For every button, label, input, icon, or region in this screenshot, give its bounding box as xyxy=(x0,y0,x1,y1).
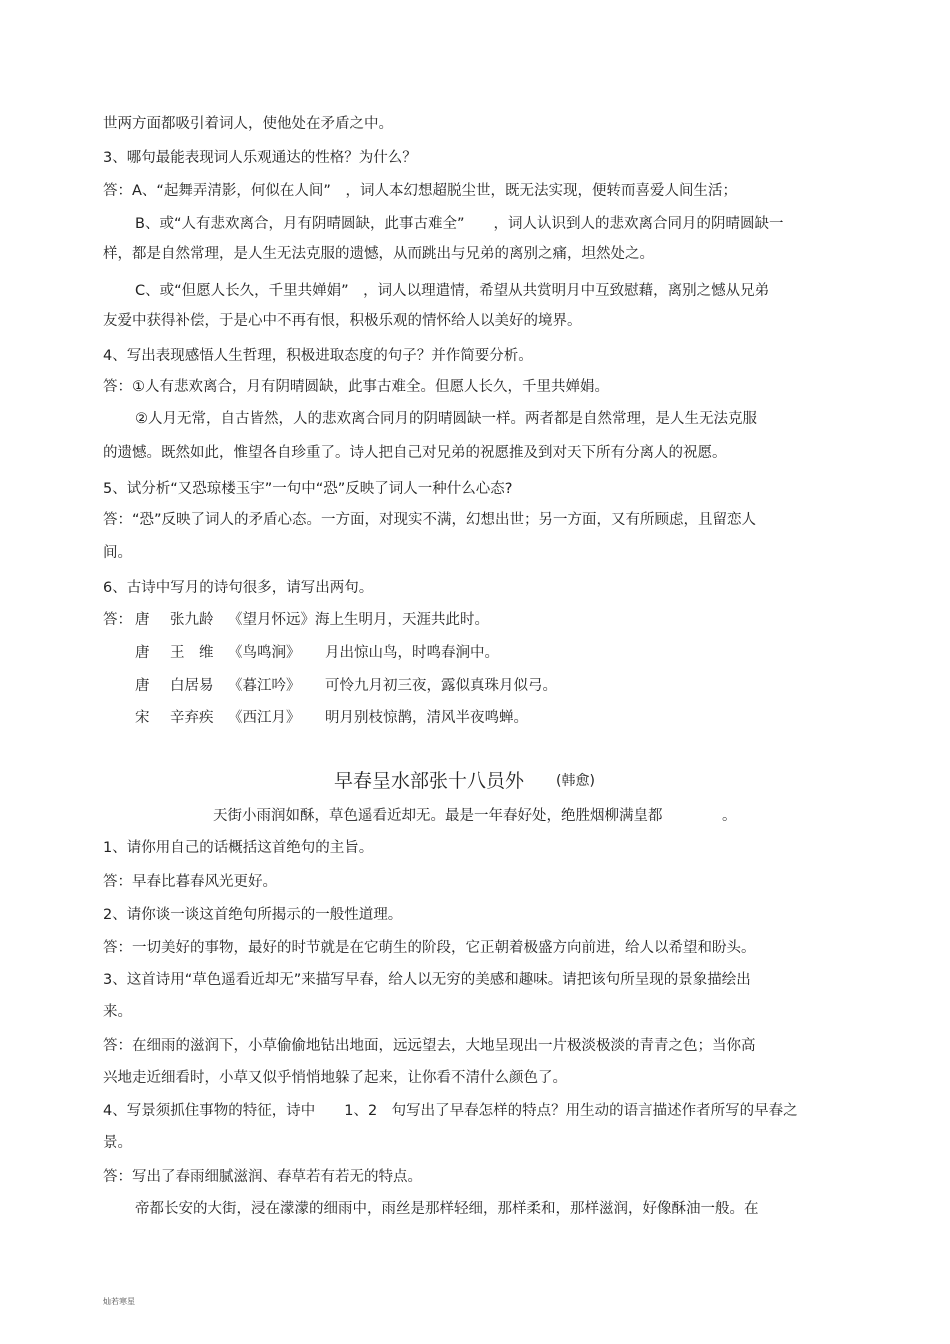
answer-line: 的遗憾。既然如此，惟望各自珍重了。诗人把自己对兄弟的祝愿推及到对天下所有分离人的祝愿。 xyxy=(103,445,727,461)
answer-line: C、或“但愿人长久，千里共婵娟” ，词人以理遣情，希望从共赏明月中互致慰藉，离别之憾从兄弟 xyxy=(135,283,770,299)
page-footer: 灿若寒星 xyxy=(103,1297,135,1306)
poem-work: 《西江月》 xyxy=(228,710,301,726)
poem-author: (韩愈) xyxy=(556,773,595,789)
question-3: 3、哪句最能表现词人乐观通达的性格？为什么？ xyxy=(103,150,417,166)
question-line: 景。 xyxy=(103,1135,132,1151)
answer-line: B、或“人有悲欢离合，月有阴晴圆缺，此事古难全” ，词人认识到人的悲欢离合同月的阴晴圆缺一 xyxy=(135,216,784,232)
text-line: 世两方面都吸引着词人，使他处在矛盾之中。 xyxy=(103,116,393,132)
question-4: 4、写出表现感悟人生哲理，积极进取态度的句子？并作简要分析。 xyxy=(103,348,533,364)
answer-line: 帝都长安的大街，浸在濛濛的细雨中，雨丝是那样轻细，那样柔和，那样滋润，好像酥油一般。在 xyxy=(135,1201,759,1217)
poem-dynasty: 唐 xyxy=(135,612,150,628)
answer-line: 答：A、“起舞弄清影，何似在人间” ，词人本幻想超脱尘世，既无法实现，便转而喜爱人间生活； xyxy=(103,183,737,199)
poem-answer-prefix: 答： xyxy=(103,612,132,628)
poem-text-end: 。 xyxy=(722,808,737,824)
poem-poet: 王 维 xyxy=(170,645,214,661)
poem-poet: 张九龄 xyxy=(170,612,214,628)
poem-verse: 海上生明月，天涯共此时。 xyxy=(315,612,489,628)
poem-verse: 可怜九月初三夜，露似真珠月似弓。 xyxy=(325,678,557,694)
answer-line: 友爱中获得补偿，于是心中不再有恨，积极乐观的情怀给人以美好的境界。 xyxy=(103,313,582,329)
section-heading xyxy=(0,768,950,796)
answer-line: 样，都是自然常理，是人生无法克服的遗憾，从而跳出与兄弟的离别之痛，坦然处之。 xyxy=(103,246,654,262)
question-3b: 3、这首诗用“草色遥看近却无”来描写早春，给人以无穷的美感和趣味。请把该句所呈现的景象描绘出 xyxy=(103,972,751,988)
poem-poet: 白居易 xyxy=(170,678,214,694)
poem-work: 《望月怀远》 xyxy=(228,612,315,628)
poem-poet: 辛弃疾 xyxy=(170,710,214,726)
answer-line: 答：写出了春雨细腻滋润、春草若有若无的特点。 xyxy=(103,1169,422,1185)
poem-verse: 明月别枝惊鹊，清风半夜鸣蝉。 xyxy=(325,710,528,726)
question-1: 1、请你用自己的话概括这首绝句的主旨。 xyxy=(103,840,374,856)
answer-line: 间。 xyxy=(103,545,132,561)
answer-line: 答：早春比暮春风光更好。 xyxy=(103,874,277,890)
poem-verse: 月出惊山鸟，时鸣春涧中。 xyxy=(325,645,499,661)
poem-title: 早春呈水部张十八员外 xyxy=(334,770,525,792)
answer-line: 答：一切美好的事物，最好的时节就是在它萌生的阶段，它正朝着极盛方向前进，给人以希望和盼头。 xyxy=(103,940,756,956)
answer-line: ②人月无常，自古皆然，人的悲欢离合同月的阴晴圆缺一样。两者都是自然常理，是人生无法克服 xyxy=(135,411,757,427)
poem-dynasty: 唐 xyxy=(135,645,150,661)
question-5: 5、试分析“又恐琼楼玉宇”一句中“恐”反映了词人一种什么心态? xyxy=(103,481,513,497)
question-2: 2、请你谈一谈这首绝句所揭示的一般性道理。 xyxy=(103,907,403,923)
poem-work: 《暮江吟》 xyxy=(228,678,301,694)
question-4b: 4、写景须抓住事物的特征，诗中 1、2 句写出了早春怎样的特点？用生动的语言描述作者所写的早春之 xyxy=(103,1103,798,1119)
poem-dynasty: 宋 xyxy=(135,710,150,726)
question-line: 来。 xyxy=(103,1004,132,1020)
poem-text: 天街小雨润如酥，草色遥看近却无。最是一年春好处，绝胜烟柳满皇都 xyxy=(213,808,663,824)
poem-dynasty: 唐 xyxy=(135,678,150,694)
poem-work: 《鸟鸣涧》 xyxy=(228,645,301,661)
answer-line: 答：①人有悲欢离合，月有阴晴圆缺，此事古难全。但愿人长久，千里共婵娟。 xyxy=(103,379,609,395)
answer-line: 答：在细雨的滋润下，小草偷偷地钻出地面，远远望去，大地呈现出一片极淡极淡的青青之色；当你高 xyxy=(103,1038,756,1054)
answer-line: 兴地走近细看时，小草又似乎悄悄地躲了起来，让你看不清什么颜色了。 xyxy=(103,1070,567,1086)
question-6: 6、古诗中写月的诗句很多，请写出两句。 xyxy=(103,580,374,596)
answer-line: 答：“恐”反映了词人的矛盾心态。一方面，对现实不满，幻想出世；另一方面，又有所顾虑，且留恋人 xyxy=(103,512,757,528)
